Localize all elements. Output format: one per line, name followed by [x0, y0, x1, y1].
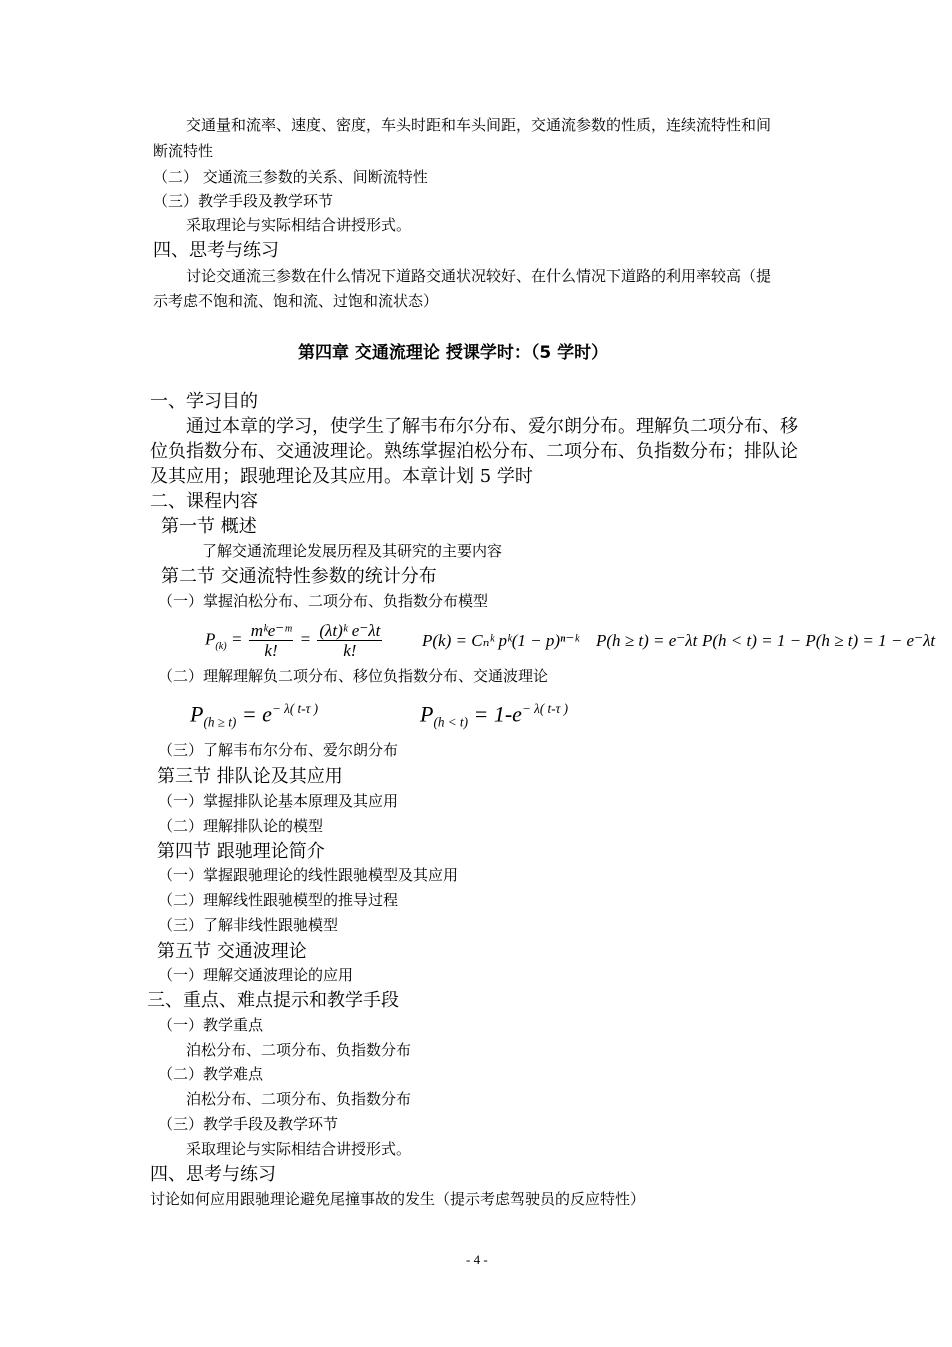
subsection-heading: 第五节 交通波理论: [157, 941, 307, 962]
section-heading: 二、课程内容: [150, 491, 258, 512]
subsection-heading: 第三节 排队论及其应用: [157, 766, 343, 787]
body-text-line: 采取理论与实际相结合讲授形式。: [186, 216, 412, 234]
list-item: （二）理解理解负二项分布、移位负指数分布、交通波理论: [158, 667, 549, 685]
list-item: （二）教学难点: [158, 1065, 264, 1083]
list-item: （一）掌握跟驰理论的线性跟驰模型及其应用: [158, 866, 459, 884]
body-text-line: 泊松分布、二项分布、负指数分布: [186, 1090, 412, 1108]
list-item: （二）理解排队论的模型: [158, 817, 324, 835]
body-text-line: 断流特性: [153, 142, 214, 160]
subsection-heading: 第二节 交通流特性参数的统计分布: [161, 566, 437, 587]
body-text-line: 交通量和流率、速度、密度，车头时距和车头间距，交通流参数的性质，连续流特性和间: [186, 116, 772, 134]
list-item: （一）掌握泊松分布、二项分布、负指数分布模型: [158, 592, 489, 610]
subheading: （二） 交通流三参数的关系、间断流特性: [153, 168, 428, 186]
list-item: （一）教学重点: [158, 1016, 264, 1034]
binomial-formula: P(k) = Cₙᵏ pᵏ(1 − p)ⁿ⁻ᵏ: [422, 631, 580, 650]
page-number: - 4 -: [466, 1252, 488, 1267]
body-text-line: 通过本章的学习，使学生了解韦布尔分布、爱尔朗分布。理解负二项分布、移: [186, 416, 798, 437]
body-text-line: 及其应用；跟驰理论及其应用。本章计划 5 学时: [150, 466, 533, 487]
list-item: （三）教学手段及教学环节: [158, 1115, 339, 1133]
list-item: （三）了解非线性跟驰模型: [158, 916, 339, 934]
subsection-heading: 第四节 跟驰理论简介: [157, 841, 325, 862]
list-item: （一）理解交通波理论的应用: [158, 966, 354, 984]
shifted-exponential-complement-formula: $P_{(h < t)} = 1-e^{- \lambda( t-\tau )}$: [420, 701, 568, 730]
subheading: （三）教学手段及教学环节: [153, 192, 334, 210]
list-item: （一）掌握排队论基本原理及其应用: [158, 792, 399, 810]
section-heading: 三、重点、难点提示和教学手段: [147, 990, 399, 1011]
list-item: （二）理解线性跟驰模型的推导过程: [158, 891, 399, 909]
body-text-line: 位负指数分布、交通波理论。熟练掌握泊松分布、二项分布、负指数分布；排队论: [150, 441, 798, 462]
list-item: （三）了解韦布尔分布、爱尔朗分布: [158, 741, 399, 759]
chapter-title: 第四章 交通流理论 授课学时：（5 学时）: [298, 343, 609, 363]
section-heading: 四、思考与练习: [150, 1164, 276, 1185]
section-heading: 一、学习目的: [150, 391, 258, 412]
shifted-exponential-formula: $P_{(h \ge t)} = e^{- \lambda( t-\tau )}$: [190, 701, 319, 730]
body-text-line: 讨论交通流三参数在什么情况下道路交通状况较好、在什么情况下道路的利用率较高（提: [186, 267, 772, 285]
body-text-line: 泊松分布、二项分布、负指数分布: [186, 1041, 412, 1059]
body-text-line: 讨论如何应用跟驰理论避免尾撞事故的发生（提示考虑驾驶员的反应特性）: [150, 1190, 646, 1208]
negative-exponential-complement-formula: P(h < t) = 1 − P(h ≥ t) = 1 − e⁻λt: [702, 631, 936, 650]
body-text-line: 采取理论与实际相结合讲授形式。: [186, 1140, 412, 1158]
poisson-formula: $P_{(k)}$ = $\frac{\text{mᵏe⁻ᵐ}}{k!}$ = $\frac{\text{(λt)ᵏ e⁻λt}}{k!}$: [205, 621, 381, 660]
body-text-line: 示考虑不饱和流、饱和流、过饱和流状态）: [153, 292, 439, 310]
section-heading: 四、思考与练习: [153, 240, 279, 261]
negative-exponential-formula: P(h ≥ t) = e⁻λt: [596, 631, 698, 650]
body-text-line: 了解交通流理论发展历程及其研究的主要内容: [202, 542, 503, 560]
subsection-heading: 第一节 概述: [161, 516, 257, 537]
